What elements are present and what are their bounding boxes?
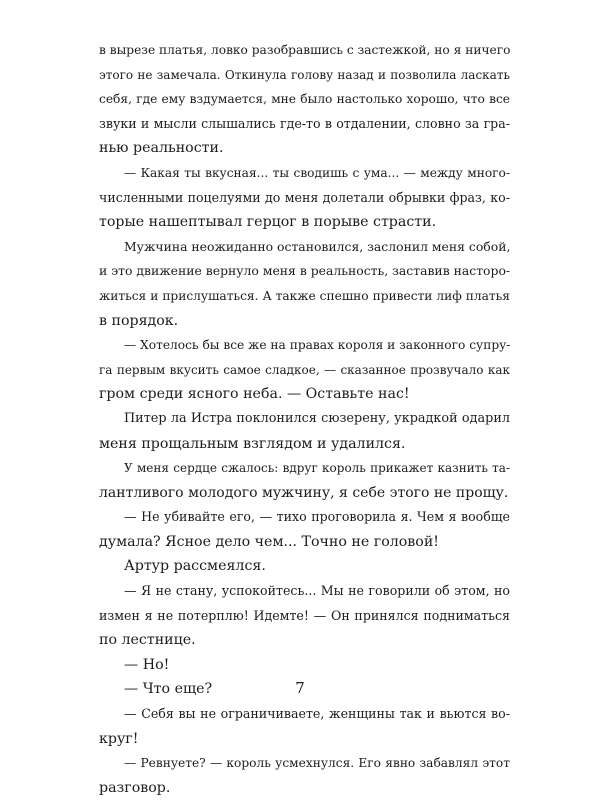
text-line: Артур рассмеялся. — [124, 558, 266, 575]
text-line: Мужчина неожиданно остановился, заслонил меня собой, — [124, 238, 511, 254]
text-line: — Ревнуете? — король усмехнулся. Его явно забавлял этот — [124, 756, 510, 771]
text-line: — Я не стану, успокойтесь... Мы не говорили об этом, но — [124, 583, 510, 599]
text-line: га первым вкусить самое сладкое, — сказанное прозвучало как — [99, 362, 510, 377]
text-line: Питер ла Истра поклонился сюзерену, украдкой одарил — [124, 410, 510, 426]
text-line: этого не замечала. Откинула голову назад и позволила ласкать — [99, 67, 510, 82]
text-line: гром среди ясного неба. — Оставьте нас! — [99, 386, 410, 403]
text-line: по лестнице. — [99, 632, 196, 649]
text-line: звуки и мысли слышались где-то в отдалении, словно за гра- — [99, 115, 510, 131]
text-line: круг! — [99, 730, 139, 747]
text-line: численными поцелуями до меня долетали обрывки фраз, ко- — [99, 189, 510, 205]
text-line: — Что еще? — [124, 681, 213, 698]
text-line: и это движение вернуло меня в реальность, заставив насторо- — [99, 263, 511, 279]
text-line: — Себя вы не ограничиваете, женщины так и вьются во- — [124, 706, 510, 722]
text-line: — Но! — [124, 656, 170, 673]
text-line: житься и прислушаться. А также спешно привести лиф платья — [99, 288, 510, 303]
text-line: в порядок. — [99, 312, 179, 329]
text-line: разговор. — [99, 779, 171, 796]
text-line: в вырезе платья, ловко разобравшись с застежкой, но я ничего — [99, 43, 511, 57]
text-line: У меня сердце сжалось: вдруг король прикажет казнить та- — [124, 461, 510, 476]
text-line: измен я не потерплю! Идемте! — Он принялся подниматься — [99, 607, 510, 623]
text-line: — Какая ты вкусная... ты сводишь с ума... — между много- — [124, 165, 510, 180]
text-line: — Хотелось бы все же на правах короля и законного супру- — [124, 338, 511, 353]
text-line: — Не убивайте его, — тихо проговорила я. Чем я вообще — [124, 509, 510, 525]
text-line: себя, где ему вздумается, мне было настолько хорошо, что все — [99, 92, 510, 107]
text-line: торые нашептывал герцог в порыве страсти. — [99, 214, 437, 231]
text-line: меня прощальным взглядом и удалился. — [99, 435, 406, 452]
text-line: нью реальности. — [99, 140, 224, 157]
text-line: думала? Ясное дело чем... Точно не головой! — [99, 533, 439, 550]
text-line: лантливого молодого мужчину, я себе этого не прощу. — [99, 484, 509, 501]
page-number: 7 — [295, 679, 305, 697]
